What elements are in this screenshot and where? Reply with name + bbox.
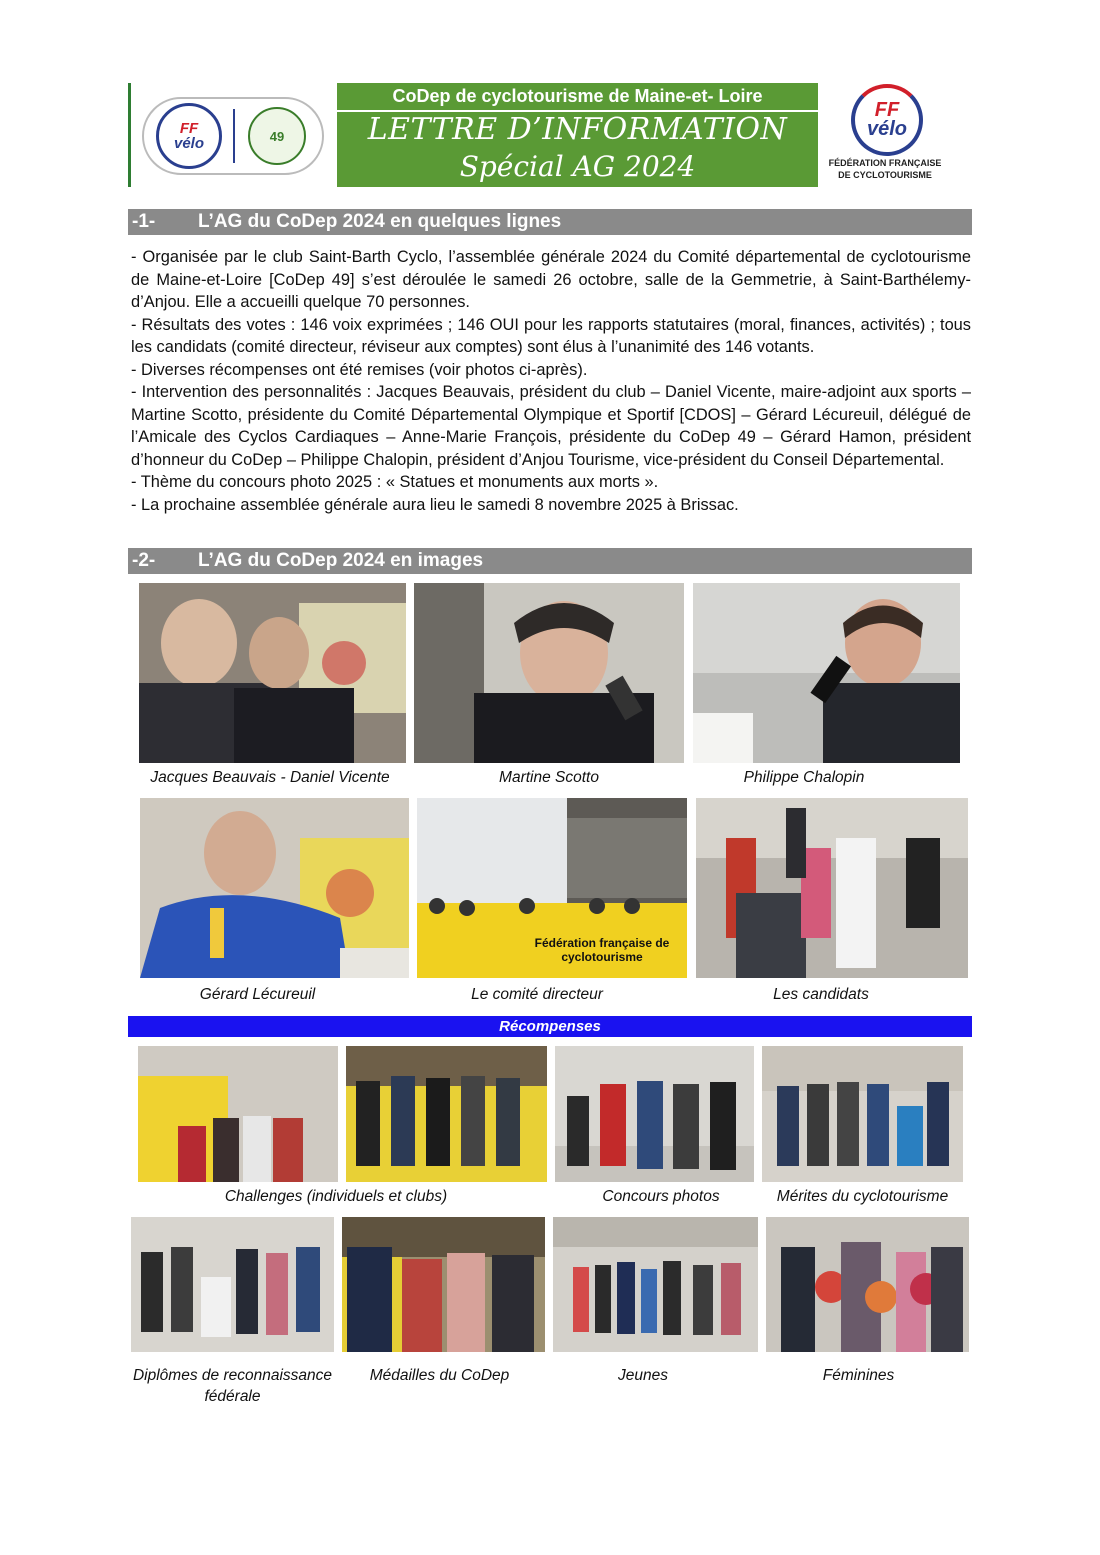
ffvelo-large-ff-text: FF bbox=[874, 99, 900, 121]
photo-philippe-chalopin bbox=[693, 583, 960, 763]
photo-challenges-2 bbox=[346, 1046, 547, 1182]
newsletter-subtitle: Spécial AG 2024 bbox=[459, 150, 696, 183]
federation-name bbox=[826, 157, 944, 181]
caption-merites: Mérites du cyclotourisme bbox=[776, 1188, 949, 1205]
codep49-number: 49 bbox=[269, 128, 285, 144]
section1-body bbox=[131, 246, 971, 516]
federation-name-line1: FÉDÉRATION FRANÇAISE bbox=[828, 158, 942, 168]
ffvelo-velo-text: vélo bbox=[173, 135, 204, 152]
newsletter-title: LETTRE D’INFORMATION bbox=[367, 112, 788, 147]
ffvelo-ff-text: FF bbox=[179, 120, 199, 137]
ffvelo-large-velo-text: vélo bbox=[866, 118, 908, 140]
caption-medailles: Médailles du CoDep bbox=[369, 1367, 510, 1384]
paragraph-photo-contest: - Thème du concours photo 2025 : « Statues et monuments aux morts ». bbox=[131, 473, 659, 491]
caption-feminines: Féminines bbox=[822, 1367, 895, 1384]
caption-diplomes: Diplômes de reconnaissance fédérale bbox=[132, 1367, 333, 1405]
section2-header bbox=[128, 548, 972, 574]
logo-divider bbox=[233, 109, 235, 163]
photo-beauvais-vicente bbox=[139, 583, 406, 763]
awards-header: Récompenses bbox=[128, 1016, 972, 1037]
photo-jeunes bbox=[553, 1217, 758, 1352]
photo-diplomes bbox=[131, 1217, 334, 1352]
caption-martine-scotto: Martine Scotto bbox=[499, 769, 599, 786]
caption-philippe-chalopin: Philippe Chalopin bbox=[743, 769, 865, 786]
codep-logo bbox=[142, 97, 324, 175]
photo-comite-directeur bbox=[417, 798, 687, 978]
banner-federation-text: Fédération française de cyclotourisme bbox=[534, 936, 670, 964]
paragraph-next-assembly: - La prochaine assemblée générale aura lieu le samedi 8 novembre 2025 à Brissac. bbox=[131, 495, 739, 514]
photo-challenges bbox=[138, 1046, 338, 1182]
paragraph-awards: - Diverses récompenses ont été remises (voir photos ci-après). bbox=[131, 360, 588, 379]
section1-header bbox=[128, 209, 972, 235]
codep-name: CoDep de cyclotourisme de Maine-et- Loire bbox=[392, 86, 763, 106]
caption-challenges: Challenges (individuels et clubs) bbox=[224, 1188, 448, 1205]
caption-jeunes: Jeunes bbox=[618, 1367, 668, 1384]
paragraph-votes: - Résultats des votes : 146 voix exprimées ; 146 OUI pour les rapports statutaires (moral, finances, activités) ; tous les candidats (comité directeur, réviseur aux comptes) sont élus à l’unanimité des 146 votants. bbox=[131, 315, 971, 356]
ffvelo-logo-large bbox=[842, 80, 932, 160]
paragraph-personalities: - Intervention des personnalités : Jacques Beauvais, président du club – Daniel Vicente, maire-adjoint aux sports – Martine Scotto, présidente du Comité Départemental Olympique et Sportif [CDOS] – Gérard Lécureuil, délégué de l’Amicale des Cyclos Cardiaques – Anne-Marie François, présidente du CoDep 49 – Gérard Hamon, président d’honneur du CoDep – Philippe Chalopin, président d’Anjou Tourisme, vice-président du Conseil Départemental. bbox=[131, 383, 971, 469]
codep49-emblem bbox=[248, 107, 306, 165]
section2-title: L’AG du CoDep 2024 en images bbox=[198, 550, 484, 571]
caption-concours-photos: Concours photos bbox=[602, 1188, 720, 1205]
caption-les-candidats: Les candidats bbox=[773, 986, 869, 1003]
photo-martine-scotto bbox=[414, 583, 684, 763]
photo-gerard-lecureuil bbox=[140, 798, 409, 978]
section1-number: -1- bbox=[132, 211, 156, 232]
federation-name-line2: DE CYCLOTOURISME bbox=[838, 170, 932, 180]
section2-number: -2- bbox=[132, 550, 156, 571]
photo-merites bbox=[762, 1046, 963, 1182]
caption-beauvais-vicente: Jacques Beauvais - Daniel Vicente bbox=[150, 769, 390, 786]
paragraph-organisation: - Organisée par le club Saint-Barth Cyclo, l’assemblée générale 2024 du Comité départemental de cyclotourisme de Maine-et-Loire [CoDep 49] s’est déroulée le samedi 26 octobre, salle de la Gemmetrie, à Saint-Barthélemy-d’Anjou. Elle a accueilli quelque 70 personnes. bbox=[131, 248, 971, 311]
section1-title: L’AG du CoDep 2024 en quelques lignes bbox=[198, 211, 562, 232]
photo-feminines bbox=[766, 1217, 969, 1352]
photo-medailles bbox=[342, 1217, 545, 1352]
photo-les-candidats bbox=[696, 798, 968, 978]
caption-gerard-lecureuil: Gérard Lécureuil bbox=[199, 986, 316, 1003]
photo-concours-photos bbox=[555, 1046, 754, 1182]
ffvelo-logo-small bbox=[156, 103, 222, 169]
caption-comite-directeur: Le comité directeur bbox=[471, 986, 603, 1003]
